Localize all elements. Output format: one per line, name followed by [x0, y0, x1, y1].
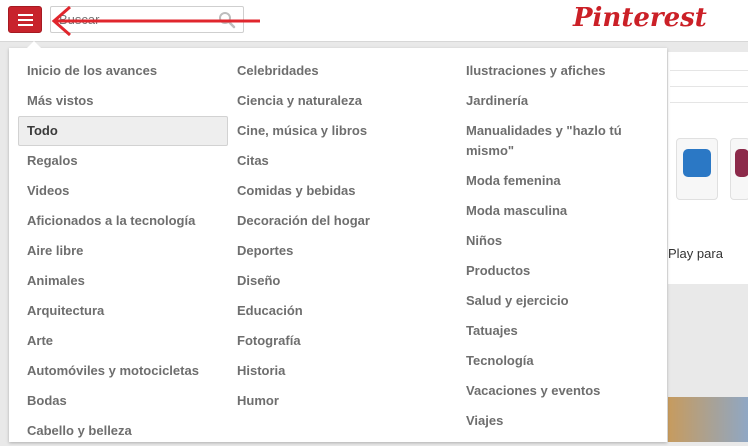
category-item[interactable]: Decoración del hogar	[237, 213, 370, 228]
category-item[interactable]: Regalos	[27, 153, 78, 168]
app-tile-icon	[730, 138, 748, 200]
category-item[interactable]: Aficionados a la tecnología	[27, 213, 196, 228]
category-item[interactable]: Vacaciones y eventos	[466, 383, 601, 398]
category-item[interactable]: Comidas y bebidas	[237, 183, 356, 198]
category-item[interactable]: Aire libre	[27, 243, 84, 258]
category-column-3	[457, 56, 662, 436]
category-item[interactable]: Educación	[237, 303, 303, 318]
category-item[interactable]: Humor	[237, 393, 279, 408]
category-item[interactable]: Historia	[237, 363, 286, 378]
category-item[interactable]: Celebridades	[237, 63, 319, 78]
category-item[interactable]: Cabello y belleza	[27, 423, 132, 438]
category-item[interactable]: Animales	[27, 273, 85, 288]
category-item[interactable]: Bodas	[27, 393, 67, 408]
category-item[interactable]: Salud y ejercicio	[466, 293, 569, 308]
category-item[interactable]: Productos	[466, 263, 531, 278]
category-item[interactable]: Deportes	[237, 243, 294, 258]
top-bar	[0, 0, 748, 42]
category-item[interactable]: Moda masculina	[466, 203, 568, 218]
background-pin-image	[668, 397, 748, 442]
category-item[interactable]: Arte	[27, 333, 54, 348]
category-item[interactable]: Arquitectura	[27, 303, 105, 318]
category-item[interactable]: Automóviles y motocicletas	[27, 363, 199, 378]
category-item[interactable]: Videos	[27, 183, 70, 198]
category-column-2	[228, 56, 448, 416]
category-item[interactable]: Cine, música y libros	[237, 123, 368, 138]
category-item[interactable]: Manualidades y "hazlo tú mismo"	[466, 123, 622, 158]
pinterest-logo[interactable]: Pinterest	[573, 3, 707, 33]
hamburger-icon	[18, 14, 33, 26]
category-item[interactable]: Diseño	[237, 273, 281, 288]
category-item[interactable]: Fotografía	[237, 333, 301, 348]
category-item[interactable]: Jardinería	[466, 93, 529, 108]
dropdown-caret	[27, 41, 41, 48]
category-item[interactable]: Ciencia y naturaleza	[237, 93, 362, 108]
category-item[interactable]: Moda femenina	[466, 173, 561, 188]
category-item[interactable]: Más vistos	[27, 93, 94, 108]
category-item[interactable]: Inicio de los avances	[27, 63, 158, 78]
background-pin-text: Play para	[668, 246, 723, 261]
search-icon[interactable]	[218, 11, 236, 29]
category-item[interactable]: Citas	[237, 153, 269, 168]
category-dropdown	[9, 48, 667, 442]
category-item[interactable]: Niños	[466, 233, 503, 248]
category-column-1	[18, 56, 228, 446]
search-input[interactable]	[50, 6, 244, 33]
category-item[interactable]: Viajes	[466, 413, 504, 428]
category-item[interactable]: Ilustraciones y afiches	[466, 63, 606, 78]
category-item[interactable]: Tatuajes	[466, 323, 518, 338]
menu-button[interactable]	[8, 6, 42, 33]
category-item[interactable]: Todo	[18, 116, 228, 146]
category-item[interactable]: Tecnología	[466, 353, 534, 368]
app-tile-icon	[676, 138, 718, 200]
